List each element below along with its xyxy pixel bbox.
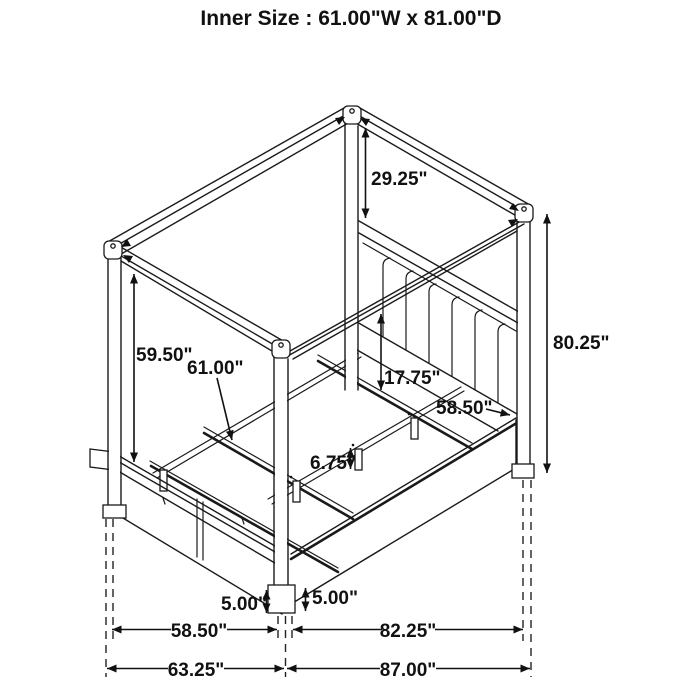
canopy-frame	[104, 106, 533, 359]
post-foot	[268, 585, 295, 613]
overall-width-label: 63.25"	[167, 660, 225, 681]
side-rail	[291, 418, 516, 604]
headboard	[350, 221, 519, 431]
slat-leg-label: 6.75"	[310, 453, 356, 474]
slat-leg	[411, 418, 418, 439]
canopy-drop-label: 29.25"	[371, 169, 428, 190]
inner-size-title: Inner Size : 61.00"W x 81.00"D	[200, 7, 502, 30]
width-between-posts-label: 58.50"	[170, 621, 228, 642]
slat-width-label: 61.00"	[187, 358, 244, 379]
post-foot	[512, 464, 534, 478]
side-leg-label: 5.00"	[312, 588, 358, 609]
side-rail-label: 58.50"	[436, 398, 493, 419]
extension-lines	[106, 480, 531, 677]
slat-leg	[293, 481, 300, 502]
slat-leg	[355, 449, 362, 470]
bed-posts	[103, 120, 534, 613]
post-foot	[103, 505, 126, 518]
inner-size-arrowhead	[360, 118, 370, 126]
clearance-label: 59.50"	[136, 345, 193, 366]
headboard-panel-label: 17.75"	[384, 368, 441, 389]
overall-height-label: 80.25"	[553, 333, 610, 354]
overall-depth-label: 87.00"	[379, 660, 437, 681]
footboard-leg-label: 5.00"	[221, 594, 267, 615]
depth-between-posts-label: 82.25"	[379, 621, 437, 642]
